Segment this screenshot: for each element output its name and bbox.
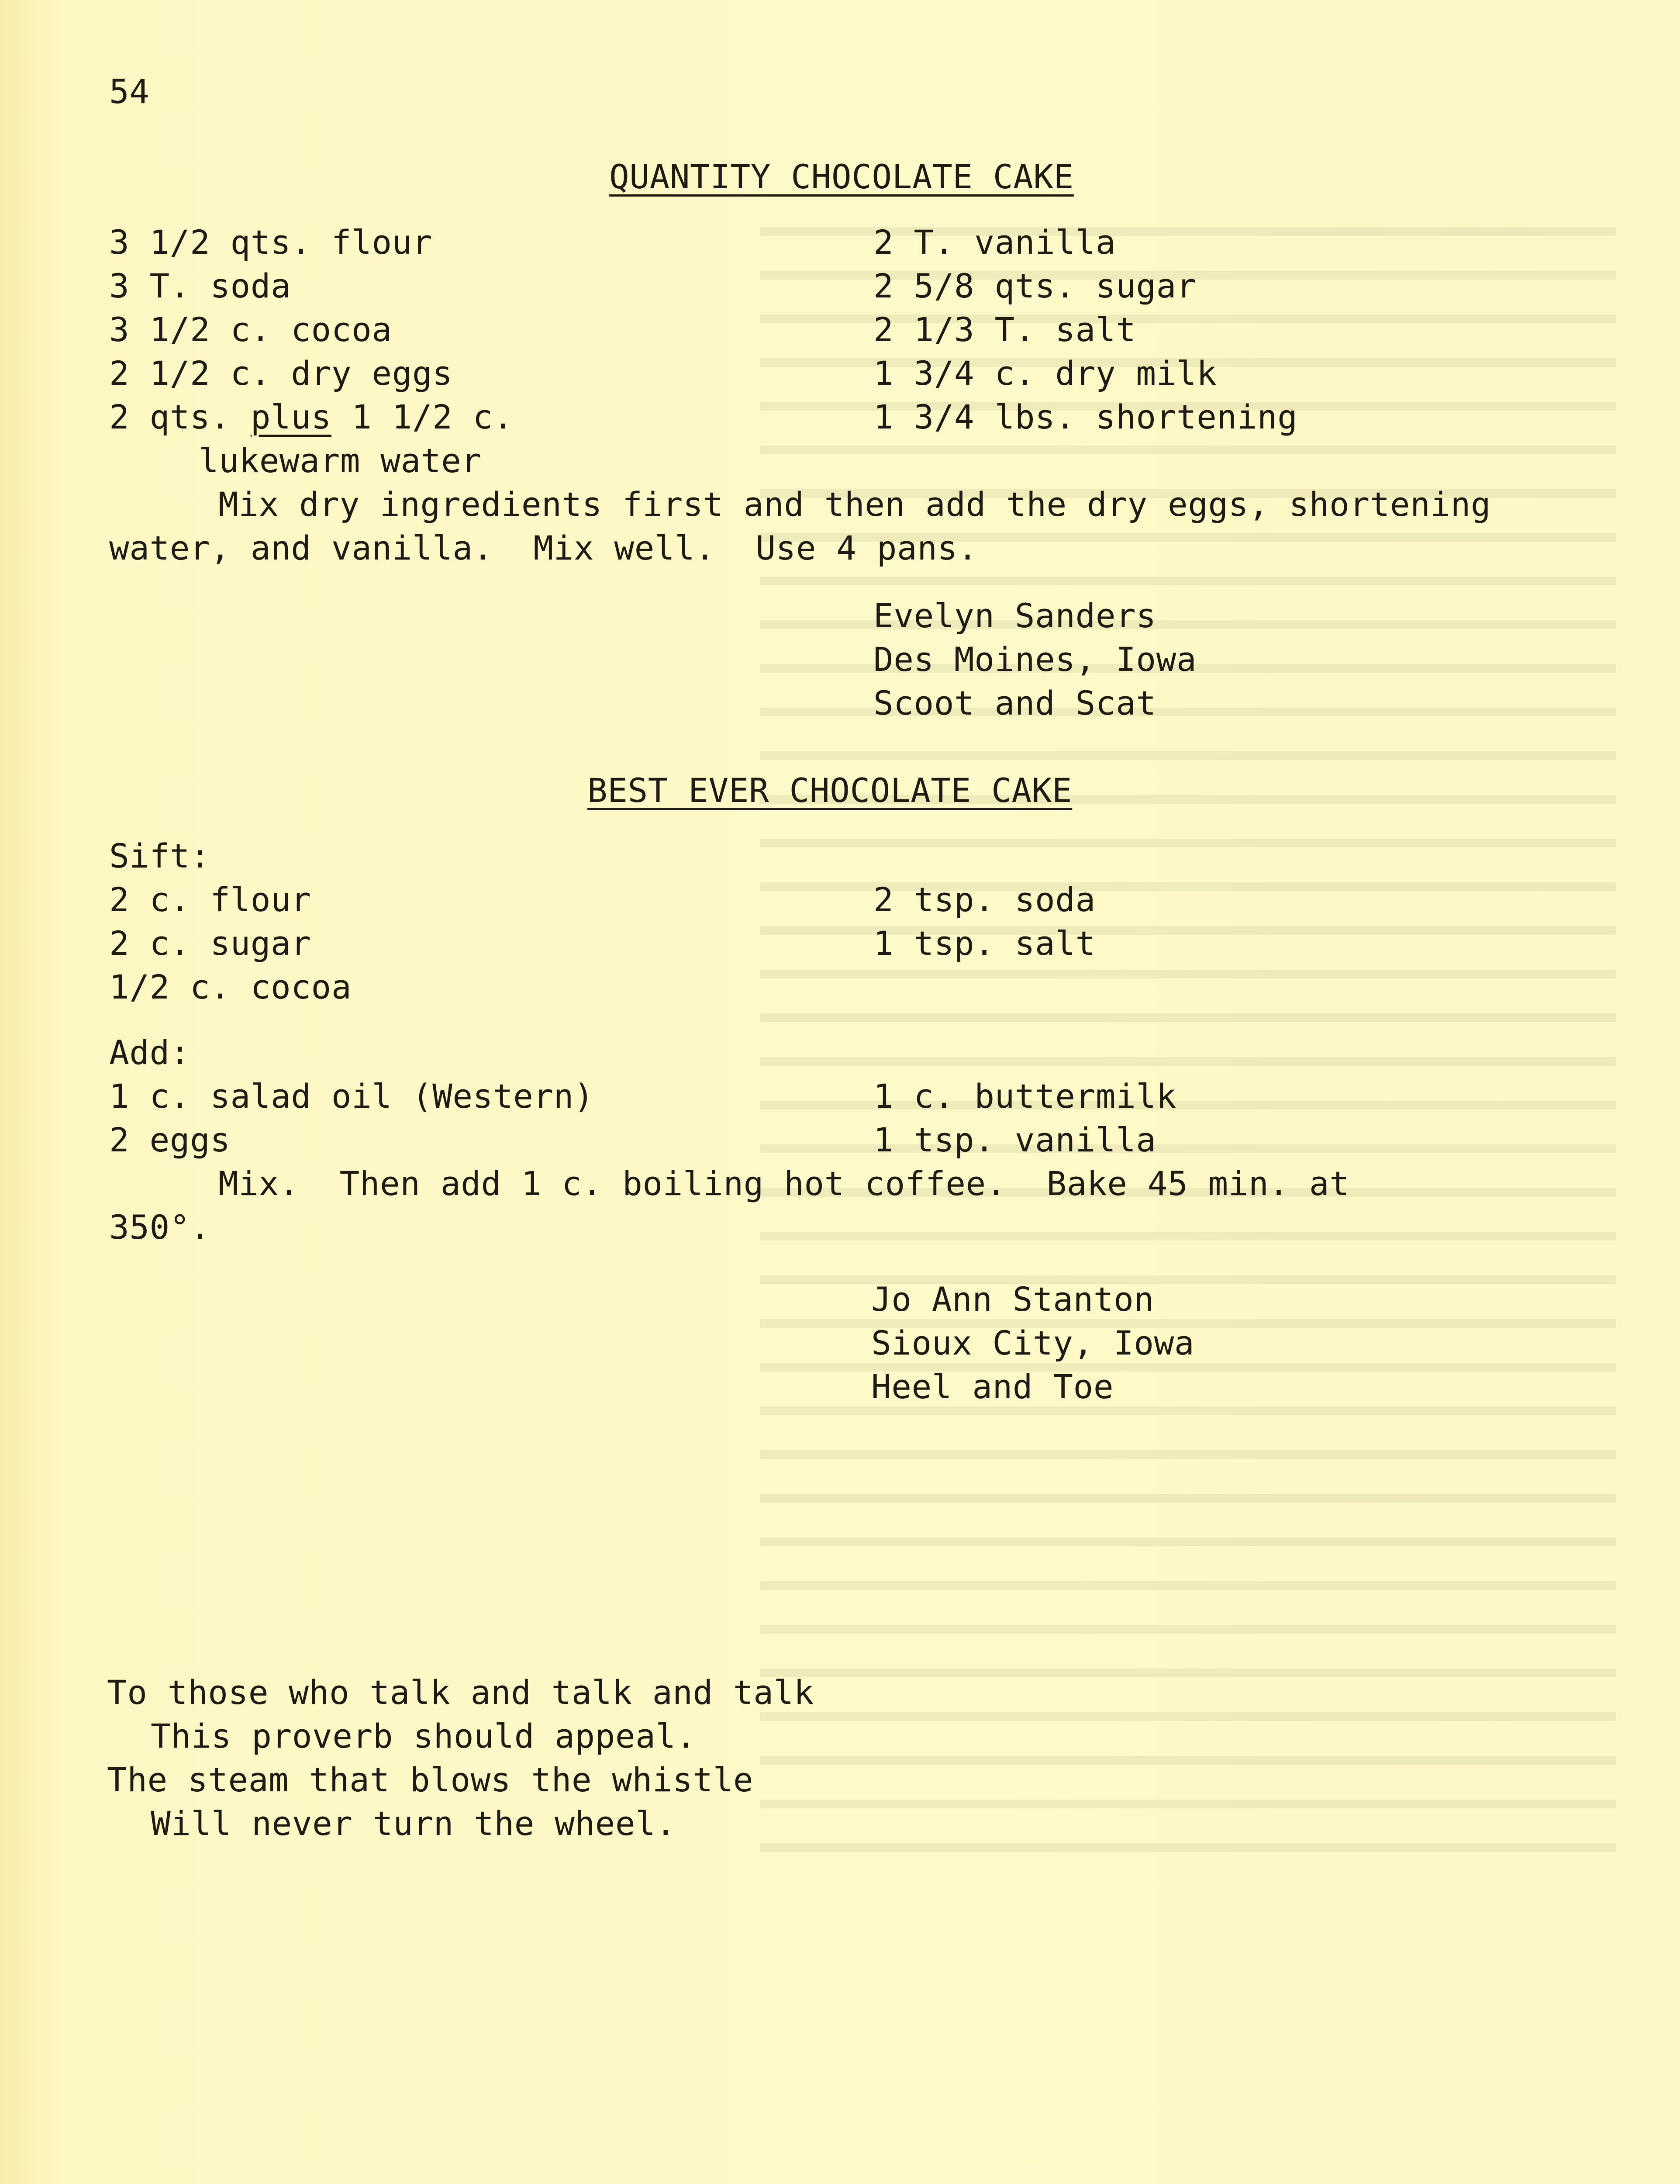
ingredient-line: 1/2 c. cocoa	[109, 968, 352, 1006]
ingredient-line-water: 2 qts. plus 1 1/2 c.	[109, 397, 514, 436]
underlined-word-plus: plus	[250, 397, 331, 436]
proverb-line: This proverb should appeal.	[151, 1717, 696, 1755]
instructions-line: Mix dry ingredients first and then add the dry eggs, shortening	[218, 485, 1491, 524]
proverb-line: To those who talk and talk and talk	[107, 1673, 814, 1712]
credit-location: Sioux City, Iowa	[871, 1324, 1195, 1362]
ingredient-line: 2 5/8 qts. sugar	[873, 266, 1197, 305]
ingredient-line: 2 c. flour	[109, 880, 311, 919]
credit-name: Jo Ann Stanton	[871, 1280, 1154, 1319]
ingredient-line: 2 1/3 T. salt	[873, 310, 1136, 349]
add-label: Add:	[109, 1033, 190, 1072]
ingredient-line: 3 1/2 c. cocoa	[109, 310, 392, 349]
ingredient-line-continued: lukewarm water	[199, 441, 482, 480]
ingredient-line: 3 T. soda	[109, 266, 291, 305]
ingredient-line: 1 3/4 lbs. shortening	[873, 397, 1298, 436]
ingredient-line: 1 c. salad oil (Western)	[109, 1077, 594, 1116]
ingredient-line: 1 tsp. vanilla	[873, 1120, 1156, 1159]
ingredient-line: 1 c. buttermilk	[873, 1077, 1176, 1116]
ingredient-line: 2 c. sugar	[109, 924, 311, 963]
recipe-title-best-ever-chocolate-cake: BEST EVER CHOCOLATE CAKE	[587, 771, 1073, 810]
ingredient-line: 1 tsp. salt	[873, 924, 1096, 963]
ingredient-line: 2 eggs	[109, 1120, 231, 1159]
ingredient-line: 2 1/2 c. dry eggs	[109, 354, 453, 393]
instructions-line: water, and vanilla. Mix well. Use 4 pans.	[109, 529, 978, 567]
ingredient-line: 1 3/4 c. dry milk	[873, 354, 1217, 393]
ingredient-line: 2 T. vanilla	[873, 223, 1116, 262]
credit-name: Evelyn Sanders	[873, 596, 1156, 635]
instructions-line: 350°.	[109, 1208, 210, 1247]
page-number: 54	[109, 72, 150, 111]
ingredient-line: 3 1/2 qts. flour	[109, 223, 433, 262]
credit-club: Heel and Toe	[871, 1367, 1114, 1406]
ingredient-line: 2 tsp. soda	[873, 880, 1096, 919]
proverb-line: Will never turn the wheel.	[151, 1804, 676, 1843]
sift-label: Sift:	[109, 836, 210, 875]
credit-club: Scoot and Scat	[873, 684, 1156, 722]
recipe-title-quantity-chocolate-cake: QUANTITY CHOCOLATE CAKE	[609, 157, 1074, 196]
proverb-line: The steam that blows the whistle	[107, 1760, 754, 1799]
credit-location: Des Moines, Iowa	[873, 640, 1197, 679]
bleed-through-texture	[393, 210, 1616, 1870]
instructions-line: Mix. Then add 1 c. boiling hot coffee. Bake 45 min. at	[218, 1164, 1350, 1203]
